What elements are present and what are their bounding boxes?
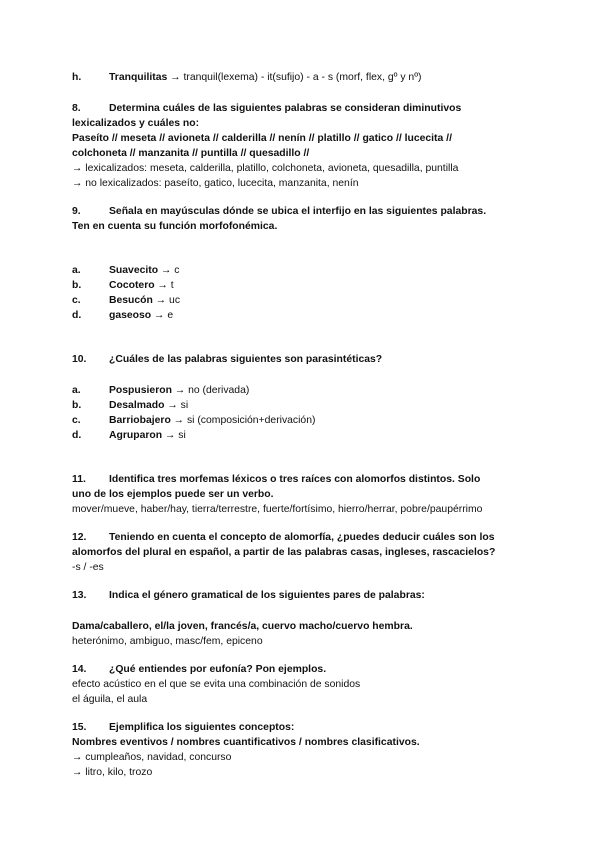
answer-line: → lexicalizados: meseta, calderilla, platillo, colchoneta, avioneta, quesadilla, puntilla	[72, 163, 459, 174]
item-word: gaseoso	[109, 310, 152, 321]
question-text: Determina cuáles de las siguientes palabras se consideran diminutivos	[109, 103, 462, 114]
answer-line: -s / -es	[72, 562, 104, 573]
list-item	[72, 293, 542, 308]
list-item	[72, 413, 542, 428]
item-answer: → si (composición+derivación)	[170, 415, 316, 426]
document-page	[72, 70, 542, 780]
answer-line: → cumpleaños, navidad, concurso	[72, 752, 232, 763]
word-pairs: Dama/caballero, el/la joven, francés/a, cuervo macho/cuervo hembra.	[72, 621, 413, 632]
item-answer: → tranquil(lexema) - it(sufijo) - a - s (morf, flex, gº y nº)	[167, 72, 422, 83]
answer-line: mover/mueve, haber/hay, tierra/terrestre, fuerte/fortísimo, hierro/herrar, pobre/paupérrimo	[72, 504, 483, 515]
question-number: 12.	[72, 532, 87, 543]
answer-line: el águila, el aula	[72, 694, 148, 705]
list-item	[72, 308, 542, 323]
question-number: 14.	[72, 664, 87, 675]
question-text: uno de los ejemplos puede ser un verbo.	[72, 489, 274, 500]
item-label: h.	[72, 72, 82, 83]
item-label: c.	[72, 415, 81, 426]
question-text: Ejemplifica los siguientes conceptos:	[109, 722, 295, 733]
list-item	[72, 383, 542, 398]
list-item	[72, 278, 542, 293]
question-text: Señala en mayúsculas dónde se ubica el interfijo en las siguientes palabras.	[109, 206, 487, 217]
item-answer: → e	[151, 310, 174, 321]
question-number: 8.	[72, 103, 81, 114]
question-15	[72, 720, 542, 735]
question-text: ¿Cuáles de las palabras siguientes son parasintéticas?	[109, 354, 383, 365]
question-10	[72, 352, 542, 367]
question-text: alomorfos del plural en español, a partir de las palabras casas, ingleses, rascacielos?	[72, 547, 496, 558]
item-word: Barriobajero	[109, 415, 171, 426]
item-label: d.	[72, 430, 82, 441]
item-word: Desalmado	[109, 400, 165, 411]
item-answer: → no (derivada)	[171, 385, 250, 396]
question-number: 10.	[72, 354, 87, 365]
item-answer: → t	[154, 280, 174, 291]
item-label: b.	[72, 400, 82, 411]
question-text: ¿Qué entiendes por eufonía? Pon ejemplos.	[109, 664, 327, 675]
question-text: Identifica tres morfemas léxicos o tres raíces con alomorfos distintos. Solo	[109, 474, 481, 485]
question-9	[72, 204, 542, 234]
word-list: Paseíto // meseta // avioneta // calderilla // nenín // platillo // gatico // lucecita //	[72, 133, 452, 144]
question-number: 15.	[72, 722, 87, 733]
item-label: d.	[72, 310, 82, 321]
question-number: 9.	[72, 206, 81, 217]
answer-line: heterónimo, ambiguo, masc/fem, epiceno	[72, 636, 263, 647]
question-text: lexicalizados y cuáles no:	[72, 118, 200, 129]
question-number: 13.	[72, 590, 87, 601]
question-12	[72, 530, 542, 560]
item-label: a.	[72, 385, 81, 396]
answer-line: → litro, kilo, trozo	[72, 767, 153, 778]
item-word: Agruparon	[109, 430, 163, 441]
word-list: colchoneta // manzanita // puntilla // quesadillo //	[72, 148, 310, 159]
question-text: Indica el género gramatical de los siguientes pares de palabras:	[109, 590, 425, 601]
question-11	[72, 472, 542, 502]
list-item	[72, 398, 542, 413]
question-text: Ten en cuenta su función morfofonémica.	[72, 221, 278, 232]
item-word: Besucón	[109, 295, 153, 306]
item-label: c.	[72, 295, 81, 306]
question-13	[72, 588, 542, 603]
answer-line: → no lexicalizados: paseíto, gatico, lucecita, manzanita, nenín	[72, 178, 359, 189]
question-14	[72, 662, 542, 677]
item-answer: → si	[164, 400, 189, 411]
item-label: a.	[72, 265, 81, 276]
item-word: Pospusieron	[109, 385, 172, 396]
list-item	[72, 428, 542, 443]
item-word: Tranquilitas	[109, 72, 168, 83]
list-item	[72, 263, 542, 278]
answer-line: efecto acústico en el que se evita una combinación de sonidos	[72, 679, 361, 690]
question-8	[72, 101, 542, 161]
item-answer: → si	[162, 430, 186, 441]
question-number: 11.	[72, 474, 86, 485]
item-word: Suavecito	[109, 265, 159, 276]
item-answer: → uc	[152, 295, 181, 306]
item-h	[72, 70, 542, 85]
item-word: Cocotero	[109, 280, 155, 291]
item-answer: → c	[158, 265, 180, 276]
question-text: Teniendo en cuenta el concepto de alomorfía, ¿puedes deducir cuáles son los	[109, 532, 495, 543]
concept-list: Nombres eventivos / nombres cuantificativos / nombres clasificativos.	[72, 737, 420, 748]
item-label: b.	[72, 280, 82, 291]
